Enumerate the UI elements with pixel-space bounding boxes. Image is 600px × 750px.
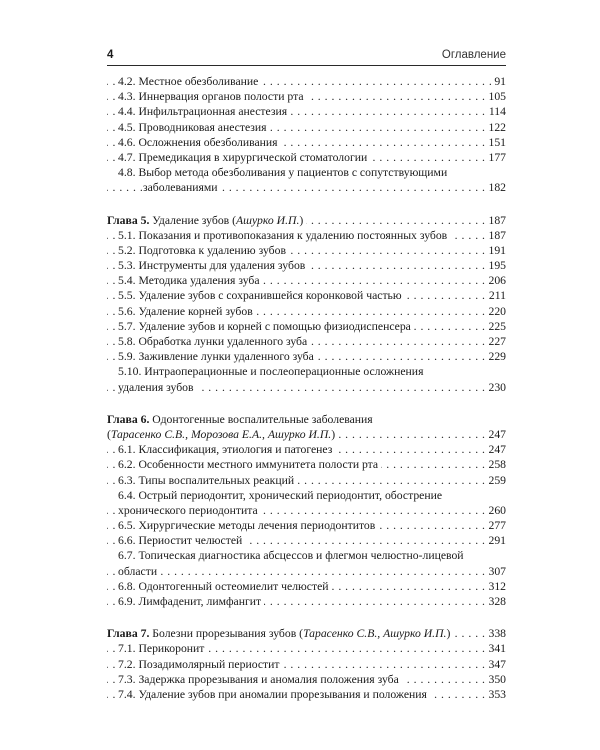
toc-entry-line2[interactable]: . . . удаления зубов 230 [107,380,506,395]
page-ref: 227 [485,334,506,349]
toc-entry[interactable]: . . . 6.8. Одонтогенный остеомиелит челюстей 312 [107,579,506,594]
chapter-authors[interactable]: . . . (Тарасенко С.В., Морозова Е.А., Ашурко И.П.) 247 [107,427,506,442]
toc-entry[interactable]: . . . 4.3. Иннервация органов полости рта 105 [107,89,506,104]
chapter-7 [107,626,506,702]
toc-entry[interactable]: . . . 4.7. Премедикация в хирургической стоматологии 177 [107,150,506,165]
toc-entry[interactable]: . . . 7.1. Перикоронит 341 [107,641,506,656]
chapter-4-continued [107,74,506,196]
page-ref: 195 [485,258,506,273]
toc-entry[interactable]: . . . 5.2. Подготовка к удалению зубов 191 [107,243,506,258]
page-ref: 347 [485,657,506,672]
page-ref: 225 [485,319,506,334]
toc-entry[interactable]: . . . 6.1. Классификация, этиология и патогенез 247 [107,442,506,457]
page-ref: 350 [485,672,506,687]
page-ref: 220 [485,304,506,319]
toc-entry[interactable]: . . . 5.6. Удаление корней зубов 220 [107,304,506,319]
page-ref: 230 [485,380,506,395]
toc-entry[interactable]: . . . 4.4. Инфильтрационная анестезия 114 [107,104,506,119]
chapter-6 [107,412,506,609]
toc-entry[interactable]: . . . 5.8. Обработка лунки удаленного зуба 227 [107,334,506,349]
page-ref: 114 [486,104,506,119]
page-ref: 191 [485,243,506,258]
page-ref: 211 [486,288,506,303]
page-ref: 338 [485,626,506,641]
toc-entry-line1[interactable]: 6.4. Острый периодонтит, хронический периодонтит, обострение [107,488,506,503]
page-ref: 177 [485,150,506,165]
toc-entry[interactable]: . . . 7.2. Позадимолярный периостит 347 [107,657,506,672]
page-ref: 105 [485,89,506,104]
toc-entry-line1[interactable]: 4.8. Выбор метода обезболивания у пациентов с сопутствующими [107,165,506,180]
page-ref: 122 [485,120,506,135]
page-ref: 206 [485,273,506,288]
chapter-heading[interactable]: . . . Глава 5. Удаление зубов (Ашурко И.П.) 187 [107,213,506,228]
toc-entry[interactable]: . . . 5.9. Заживление лунки удаленного зуба 229 [107,349,506,364]
page-ref: 182 [485,180,506,195]
page-ref: 312 [485,579,506,594]
toc-entry[interactable]: . . . 6.3. Типы воспалительных реакций 259 [107,473,506,488]
toc-entry[interactable]: . . . 5.1. Показания и противопоказания к удалению постоянных зубов 187 [107,228,506,243]
toc-entry[interactable]: . . . 5.7. Удаление зубов и корней с помощью физиодиспенсера 225 [107,319,506,334]
page-ref: 187 [485,213,506,228]
toc-entry-line2[interactable]: . . . хронического периодонтита 260 [107,503,506,518]
chapter-5 [107,213,506,395]
toc-entry[interactable]: . . . 6.9. Лимфаденит, лимфангит 328 [107,594,506,609]
page-ref: 307 [485,564,506,579]
table-of-contents [107,74,506,702]
page-ref: 151 [485,135,506,150]
toc-entry-line2[interactable]: . . . заболеваниями 182 [107,180,506,195]
page-ref: 341 [485,641,506,656]
toc-entry[interactable]: . . . 5.3. Инструменты для удаления зубов 195 [107,258,506,273]
page-ref: 258 [485,457,506,472]
toc-entry[interactable]: . . . 4.6. Осложнения обезболивания 151 [107,135,506,150]
page-ref: 259 [485,473,506,488]
toc-entry[interactable]: . . . 6.2. Особенности местного иммунитета полости рта 258 [107,457,506,472]
running-title: Оглавление [441,49,506,61]
page-ref: 229 [485,349,506,364]
toc-entry[interactable]: . . . 5.4. Методика удаления зуба 206 [107,273,506,288]
page-ref: 291 [485,533,506,548]
toc-entry[interactable]: . . . 6.5. Хирургические методы лечения периодонтитов 277 [107,518,506,533]
toc-entry-line1[interactable]: 6.7. Топическая диагностика абсцессов и флегмон челюстно-лицевой [107,548,506,563]
toc-entry[interactable]: . . . 6.6. Периостит челюстей 291 [107,533,506,548]
toc-entry-line1[interactable]: 5.10. Интраоперационные и послеоперационные осложнения [107,364,506,379]
chapter-heading[interactable]: Глава 6. Одонтогенные воспалительные заболевания [107,412,506,427]
toc-entry[interactable]: . . . 4.5. Проводниковая анестезия 122 [107,120,506,135]
toc-entry[interactable]: . . . 7.3. Задержка прорезывания и аномалия положения зуба 350 [107,672,506,687]
toc-entry[interactable]: . . . 7.4. Удаление зубов при аномалии прорезывания и положения 353 [107,687,506,702]
chapter-heading[interactable]: . . . Глава 7. Болезни прорезывания зубов (Тарасенко С.В., Ашурко И.П.) 338 [107,626,506,641]
page-ref: 91 [491,74,506,89]
page-ref: 187 [485,228,506,243]
page-ref: 277 [485,518,506,533]
page-ref: 353 [485,687,506,702]
toc-entry-line2[interactable]: . . . области 307 [107,564,506,579]
running-head [107,49,506,66]
page-ref: 260 [485,503,506,518]
page-ref: 247 [485,427,506,442]
page-ref: 247 [485,442,506,457]
page-number: 4 [107,49,114,61]
toc-entry[interactable]: . . . 4.2. Местное обезболивание 91 [107,74,506,89]
toc-entry[interactable]: . . . 5.5. Удаление зубов с сохранившейся коронковой частью 211 [107,288,506,303]
page-ref: 328 [485,594,506,609]
